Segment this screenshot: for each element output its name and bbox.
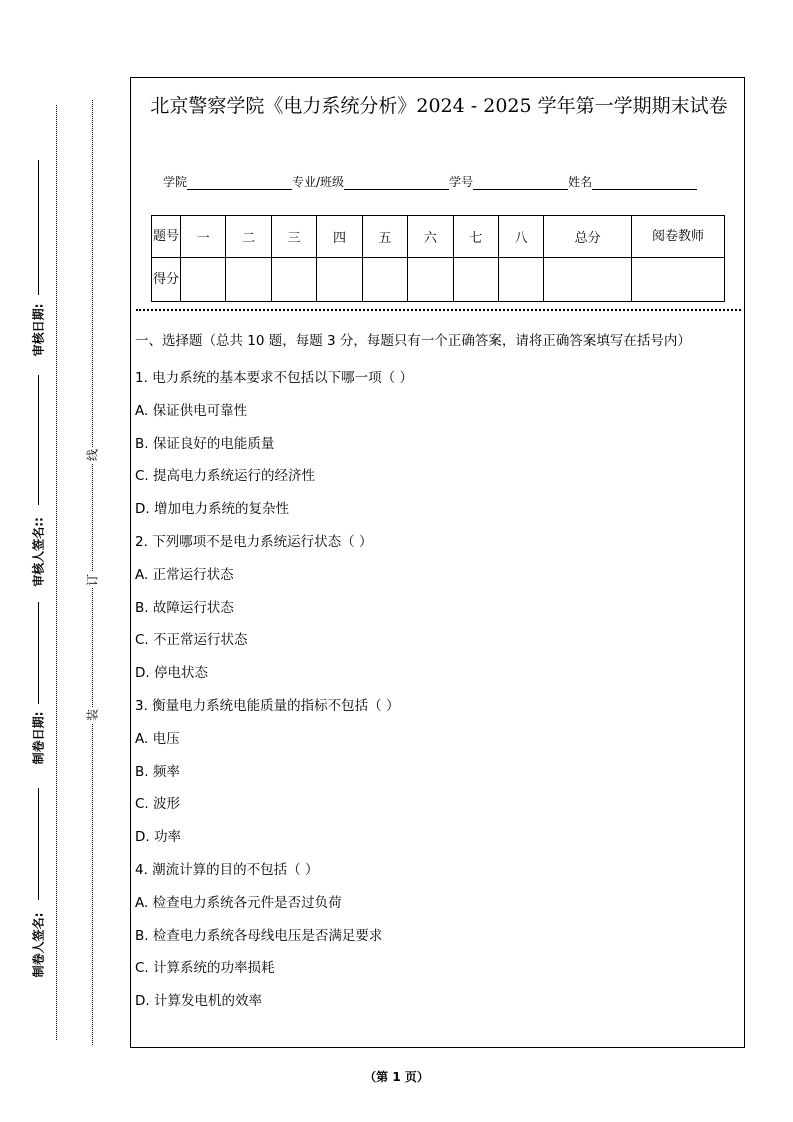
question-option: C. 不正常运行状态 <box>135 632 248 649</box>
review-signature-line <box>38 375 39 505</box>
binding-char-zhuang: 装 <box>85 708 100 722</box>
question-option: A. 检查电力系统各元件是否过负荷 <box>135 894 342 911</box>
score-col-grader: 阅卷教师 <box>632 216 725 258</box>
question-option: C. 提高电力系统运行的经济性 <box>135 468 316 485</box>
binding-char-xian: 线 <box>85 448 100 462</box>
review-date-line <box>38 160 39 295</box>
question-option: B. 检查电力系统各母线电压是否满足要求 <box>135 927 383 944</box>
question-option: D. 计算发电机的效率 <box>135 993 262 1010</box>
field-id-blank[interactable] <box>473 175 568 190</box>
make-date-label: 制卷日期: <box>31 711 46 765</box>
question-option: B. 保证良好的电能质量 <box>135 435 275 452</box>
page-number: （第 1 页） <box>364 1070 429 1084</box>
score-col-3: 三 <box>271 216 316 258</box>
score-cell-6[interactable] <box>408 258 453 302</box>
exam-title: 北京警察学院《电力系统分析》2024 - 2025 学年第一学期期末试卷 <box>150 95 728 117</box>
score-col-5: 五 <box>362 216 407 258</box>
student-info-row <box>163 173 697 190</box>
score-cell-3[interactable] <box>271 258 316 302</box>
score-cell-8[interactable] <box>498 258 543 302</box>
score-col-2: 二 <box>226 216 271 258</box>
score-cell-7[interactable] <box>453 258 498 302</box>
score-row-label: 得分 <box>152 258 181 302</box>
score-cell-2[interactable] <box>226 258 271 302</box>
question-option: D. 增加电力系统的复杂性 <box>135 501 289 518</box>
score-cell-4[interactable] <box>317 258 362 302</box>
separator-dots <box>136 309 741 311</box>
field-name-label: 姓名 <box>568 175 593 189</box>
maker-signature-line <box>38 788 39 900</box>
question-option: B. 故障运行状态 <box>135 599 234 616</box>
score-cell-5[interactable] <box>362 258 407 302</box>
field-id-label: 学号 <box>449 175 474 189</box>
make-date-line <box>38 602 39 704</box>
question-option: C. 波形 <box>135 796 181 813</box>
question-stem: 2. 下列哪项不是电力系统运行状态（ ） <box>135 533 373 550</box>
score-table <box>151 215 725 302</box>
question-option: A. 保证供电可靠性 <box>135 402 248 419</box>
score-cell-grader[interactable] <box>632 258 725 302</box>
score-col-7: 七 <box>453 216 498 258</box>
section-1-title: 一、选择题（总共 10 题，每题 3 分，每题只有一个正确答案，请将正确答案填写在括号内） <box>135 333 691 349</box>
field-college-blank[interactable] <box>187 175 292 190</box>
question-option: A. 电压 <box>135 730 180 747</box>
question-option: B. 频率 <box>135 763 180 780</box>
question-stem: 1. 电力系统的基本要求不包括以下哪一项（ ） <box>135 370 413 386</box>
score-col-total: 总分 <box>544 216 632 258</box>
field-name-blank[interactable] <box>592 175 697 190</box>
field-college-label: 学院 <box>163 175 188 189</box>
question-option: D. 停电状态 <box>135 665 208 682</box>
review-signature-label: 审核人签名:: <box>31 517 46 587</box>
review-date-label: 审核日期: <box>31 303 46 357</box>
score-cell-1[interactable] <box>181 258 226 302</box>
outer-dotted-line <box>56 105 57 1040</box>
score-col-1: 一 <box>181 216 226 258</box>
score-header-label: 题号 <box>152 216 181 258</box>
binding-char-ding: 订 <box>85 573 100 587</box>
field-major-blank[interactable] <box>344 175 449 190</box>
score-cell-total[interactable] <box>544 258 632 302</box>
score-col-6: 六 <box>408 216 453 258</box>
question-option: A. 正常运行状态 <box>135 566 234 583</box>
field-major-label: 专业/班级 <box>292 175 345 189</box>
maker-signature-label: 制卷人签名: <box>31 912 46 978</box>
question-stem: 4. 潮流计算的目的不包括（ ） <box>135 861 319 878</box>
question-stem: 3. 衡量电力系统电能质量的指标不包括（ ） <box>135 697 400 714</box>
score-col-8: 八 <box>498 216 543 258</box>
question-option: C. 计算系统的功率损耗 <box>135 960 275 977</box>
exam-content <box>135 330 740 1018</box>
question-option: D. 功率 <box>135 829 181 846</box>
score-col-4: 四 <box>317 216 362 258</box>
